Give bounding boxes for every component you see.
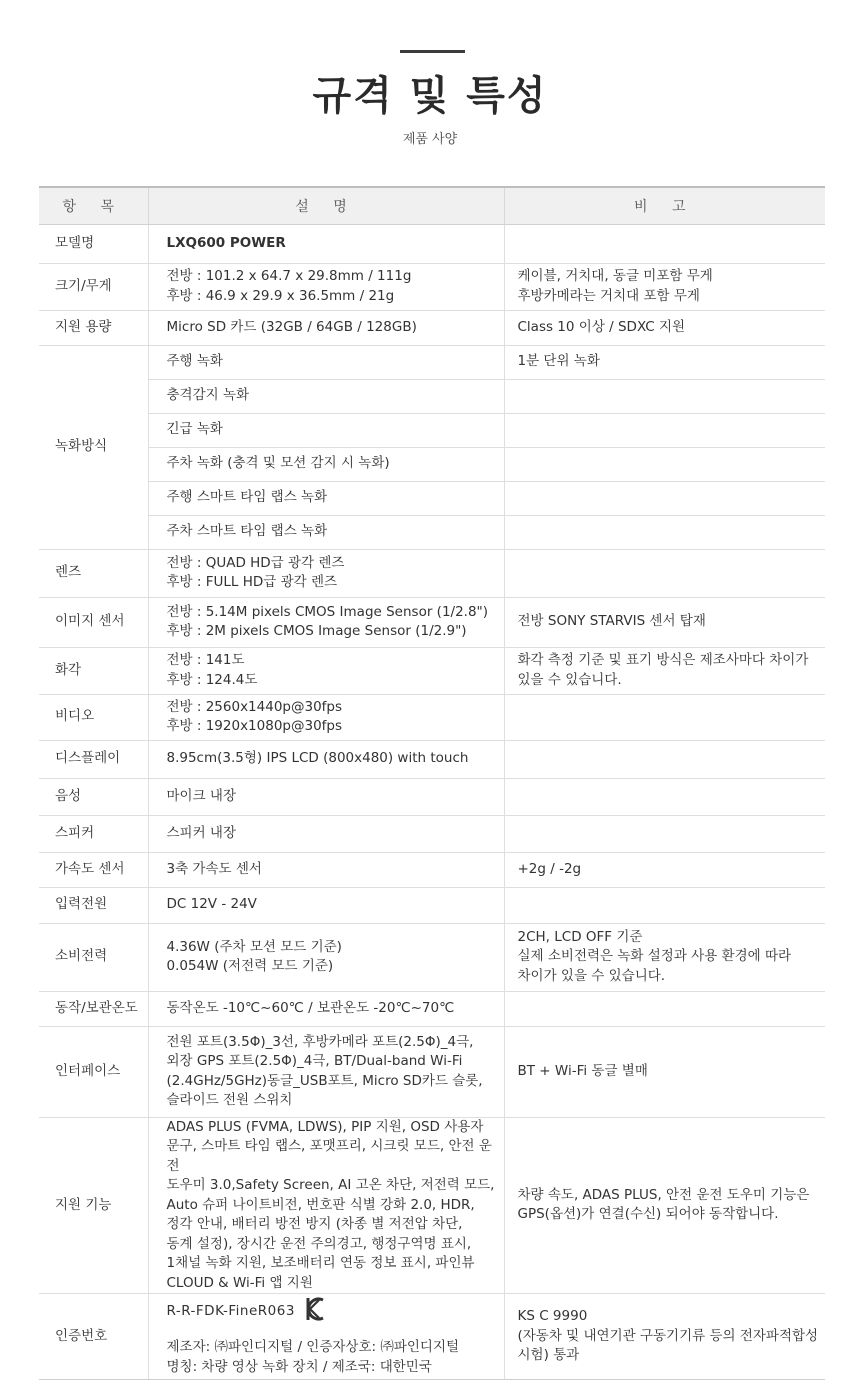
cert-info-line: 제조자: ㈜파인디지털 / 인증자상호: ㈜파인디지털 — [166, 1339, 460, 1356]
table-row — [39, 694, 825, 740]
description-line: 슬라이드 전원 스위치 — [166, 1092, 293, 1108]
column-header-item: 항 목 — [39, 187, 148, 224]
table-row — [39, 887, 825, 923]
row-label: 지원 기능 — [39, 1117, 148, 1294]
table-row — [39, 1294, 825, 1380]
row-remarks — [504, 815, 825, 852]
table-row — [39, 549, 825, 597]
page-header — [0, 0, 860, 186]
row-remarks — [504, 224, 825, 263]
description-line: 전방 : 5.14M pixels CMOS Image Sensor (1/2.8") — [166, 603, 489, 620]
row-remarks — [504, 740, 825, 778]
row-remarks — [504, 597, 825, 647]
table-row — [39, 263, 825, 310]
table-row — [39, 481, 825, 515]
remarks-line: Class 10 이상 / SDXC 지원 — [517, 318, 686, 335]
table-row — [39, 852, 825, 887]
description-line: 마이크 내장 — [166, 787, 236, 804]
remarks-line: 실제 소비전력은 녹화 설정과 사용 환경에 따라 — [517, 948, 792, 965]
row-description — [148, 694, 504, 740]
description-line: Micro SD 카드 (32GB / 64GB / 128GB) — [166, 318, 417, 335]
table-row — [39, 345, 825, 379]
description-line: DC 12V - 24V — [166, 896, 257, 913]
description-line: 전방 : 141도 — [166, 652, 245, 668]
description-line: Auto 슈퍼 나이트비전, 번호판 식별 강화 2.0, HDR, — [166, 1196, 475, 1213]
row-remarks — [504, 991, 825, 1026]
table-row — [39, 1026, 825, 1117]
row-label: 녹화방식 — [39, 345, 148, 549]
kc-mark-icon — [305, 1296, 327, 1329]
description-line: 스피커 내장 — [166, 824, 236, 841]
row-label: 모델명 — [39, 224, 148, 263]
description-line: 동작온도 -10℃~60℃ / 보관온도 -20℃~70℃ — [166, 999, 455, 1016]
description-line: LXQ600 POWER — [166, 234, 286, 251]
row-label: 크기/무게 — [39, 263, 148, 310]
column-header-description: 설 명 — [148, 187, 504, 224]
row-label: 비디오 — [39, 694, 148, 740]
row-remarks — [504, 447, 825, 481]
cert-info-line: 명칭: 차량 영상 녹화 장치 / 제조국: 대한민국 — [166, 1358, 432, 1375]
table-row — [39, 379, 825, 413]
row-description — [148, 224, 504, 263]
row-remarks: 1분 단위 녹화 — [504, 345, 825, 379]
row-remarks — [504, 515, 825, 549]
row-description — [148, 647, 504, 694]
row-description — [148, 597, 504, 647]
description-line: 1채널 녹화 지원, 보조배터리 연동 정보 표시, 파인뷰 — [166, 1255, 475, 1271]
page-title: 규격 및 특성 — [312, 73, 548, 119]
description-line: 외장 GPS 포트(2.5Φ)_4극, BT/Dual-band Wi-Fi — [166, 1053, 463, 1069]
row-remarks — [504, 549, 825, 597]
table-row — [39, 597, 825, 647]
row-remarks — [504, 379, 825, 413]
row-remarks — [504, 778, 825, 815]
table-row — [39, 413, 825, 447]
description-line: CLOUD & Wi-Fi 앱 지원 — [166, 1274, 313, 1291]
row-label: 렌즈 — [39, 549, 148, 597]
row-remarks — [504, 694, 825, 740]
remarks-line: 전방 SONY STARVIS 센서 탑재 — [517, 613, 706, 630]
remarks-line: (자동차 및 내연기관 구동기기류 등의 전자파적합성 — [517, 1327, 819, 1344]
row-description — [148, 263, 504, 310]
row-description — [148, 549, 504, 597]
row-remarks — [504, 413, 825, 447]
row-description: 주행 스마트 타임 랩스 녹화 — [148, 481, 504, 515]
remarks-line: 2CH, LCD OFF 기준 — [517, 928, 643, 945]
row-description: 충격감지 녹화 — [148, 379, 504, 413]
row-description — [148, 991, 504, 1026]
row-description: 주차 녹화 (충격 및 모션 감지 시 녹화) — [148, 447, 504, 481]
row-description: 주차 스마트 타임 랩스 녹화 — [148, 515, 504, 549]
description-line: 전원 포트(3.5Φ)_3선, 후방카메라 포트(2.5Φ)_4극, — [166, 1033, 474, 1050]
description-line: 4.36W (주차 모션 모드 기준) — [166, 938, 342, 955]
row-remarks — [504, 481, 825, 515]
row-description — [148, 1117, 504, 1294]
description-line: 후방 : 2M pixels CMOS Image Sensor (1/2.9") — [166, 623, 467, 639]
description-line: 후방 : 1920x1080p@30fps — [166, 718, 343, 734]
description-line: 3축 가속도 센서 — [166, 860, 262, 877]
cert-spacer — [167, 1328, 504, 1338]
description-line: 후방 : 124.4도 — [166, 671, 258, 688]
table-row — [39, 515, 825, 549]
description-line: 후방 : FULL HD급 광각 렌즈 — [166, 574, 338, 590]
table-row — [39, 815, 825, 852]
remarks-line: 있을 수 있습니다. — [517, 671, 622, 688]
row-remarks — [504, 887, 825, 923]
row-label: 음성 — [39, 778, 148, 815]
description-line: 전방 : 2560x1440p@30fps — [166, 698, 343, 715]
row-remarks — [504, 852, 825, 887]
row-description: 긴급 녹화 — [148, 413, 504, 447]
description-line: (2.4GHz/5GHz)동글_USB포트, Micro SD카드 슬롯, — [166, 1072, 483, 1089]
row-description — [148, 310, 504, 345]
row-description — [148, 1026, 504, 1117]
row-remarks — [504, 1294, 825, 1380]
remarks-line: BT + Wi-Fi 동글 별매 — [517, 1062, 648, 1079]
row-remarks — [504, 1117, 825, 1294]
row-description: 주행 녹화 — [148, 345, 504, 379]
row-label: 소비전력 — [39, 923, 148, 991]
row-remarks — [504, 923, 825, 991]
row-label: 동작/보관온도 — [39, 991, 148, 1026]
row-description — [148, 740, 504, 778]
row-label: 디스플레이 — [39, 740, 148, 778]
table-row — [39, 1117, 825, 1294]
description-line: 문구, 스마트 타임 랩스, 포맷프리, 시크릿 모드, 안전 운전 — [166, 1138, 492, 1174]
description-line: 후방 : 46.9 x 29.9 x 36.5mm / 21g — [166, 287, 395, 304]
table-row — [39, 778, 825, 815]
cert-number: R-R-FDK-FineR063 — [166, 1303, 295, 1320]
table-row — [39, 647, 825, 694]
row-remarks — [504, 263, 825, 310]
description-line: 0.054W (저전력 모드 기준) — [166, 958, 334, 974]
description-line: 정각 안내, 배터리 방전 방지 (차종 별 저전압 차단, — [166, 1216, 463, 1232]
row-remarks — [504, 647, 825, 694]
row-label: 입력전원 — [39, 887, 148, 923]
row-label: 지원 용량 — [39, 310, 148, 345]
description-line: ADAS PLUS (FVMA, LDWS), PIP 지원, OSD 사용자 — [166, 1118, 484, 1135]
remarks-line: 후방카메라는 거치대 포함 무게 — [517, 287, 700, 304]
row-label: 스피커 — [39, 815, 148, 852]
row-label: 화각 — [39, 647, 148, 694]
remarks-line: 차량 속도, ADAS PLUS, 안전 운전 도우미 기능은 — [517, 1186, 810, 1203]
row-label: 가속도 센서 — [39, 852, 148, 887]
description-line: 전방 : 101.2 x 64.7 x 29.8mm / 111g — [166, 268, 412, 284]
header-row — [39, 187, 825, 224]
row-remarks — [504, 310, 825, 345]
row-label: 이미지 센서 — [39, 597, 148, 647]
title-rule — [400, 50, 465, 53]
row-description — [148, 815, 504, 852]
table-row — [39, 991, 825, 1026]
table-row — [39, 224, 825, 263]
page-subtitle: 제품 사양 — [402, 132, 458, 147]
row-description — [148, 1294, 504, 1380]
table-row — [39, 923, 825, 991]
row-description — [148, 852, 504, 887]
table-row — [39, 310, 825, 345]
remarks-line: 화각 측정 기준 및 표기 방식은 제조사마다 차이가 — [517, 652, 809, 668]
remarks-line: KS C 9990 — [517, 1308, 588, 1325]
row-label: 인증번호 — [39, 1294, 148, 1380]
description-line: 도우미 3.0,Safety Screen, AI 고온 차단, 저전력 모드, — [166, 1177, 495, 1193]
row-remarks — [504, 1026, 825, 1117]
table-row — [39, 447, 825, 481]
description-line: 전방 : QUAD HD급 광각 렌즈 — [166, 554, 345, 571]
row-description — [148, 887, 504, 923]
row-description — [148, 923, 504, 991]
spec-table — [39, 186, 825, 1380]
row-label: 인터페이스 — [39, 1026, 148, 1117]
cert-code-line — [167, 1296, 504, 1329]
column-header-remarks: 비 고 — [504, 187, 825, 224]
remarks-line: 차이가 있을 수 있습니다. — [517, 967, 666, 984]
remarks-line: 케이블, 거치대, 동글 미포함 무게 — [517, 268, 713, 284]
remarks-line: GPS(옵션)가 연결(수신) 되어야 동작합니다. — [517, 1206, 779, 1223]
remarks-line: 시험) 통과 — [517, 1347, 580, 1364]
description-line: 동계 설정), 장시간 운전 주의경고, 행정구역명 표시, — [166, 1235, 472, 1252]
remarks-line: +2g / -2g — [517, 860, 582, 877]
table-row — [39, 740, 825, 778]
row-description — [148, 778, 504, 815]
description-line: 8.95cm(3.5형) IPS LCD (800x480) with touch — [166, 750, 469, 767]
